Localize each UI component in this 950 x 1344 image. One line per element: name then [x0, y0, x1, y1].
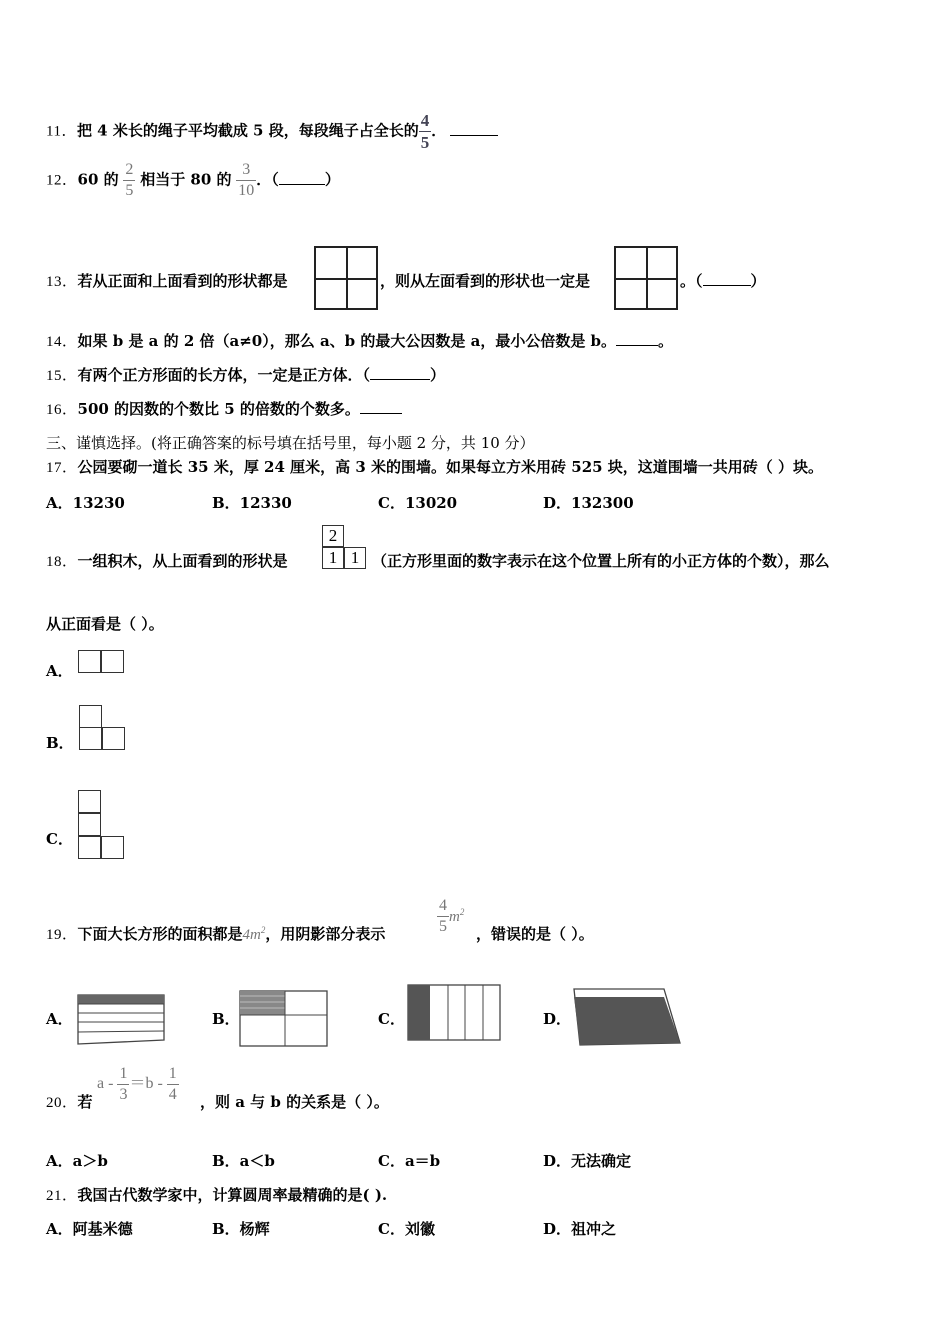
- answer-blank[interactable]: [450, 123, 498, 136]
- question-18: 18．一组积木，从上面看到的形状是: [46, 552, 288, 570]
- fraction: $\frac{3}{10}$: [238, 161, 255, 199]
- question-20: 20．若: [46, 1093, 93, 1111]
- option-b[interactable]: B．杨辉: [212, 1220, 270, 1238]
- fraction: $\frac{4}{5}$: [420, 111, 430, 152]
- option-c[interactable]: C．13020: [378, 494, 458, 512]
- option-a[interactable]: A．13230: [46, 494, 125, 512]
- question-14: 14．如果 b 是 a 的 2 倍（a≠0），那么 a、b 的最大公因数是 a，最小公倍数是 b。 。: [46, 332, 674, 350]
- option-a[interactable]: A．a＞b: [46, 1152, 108, 1170]
- option-c[interactable]: C．: [378, 1010, 405, 1028]
- question-12: 12．60 的 $\frac{2}{5}$ 相当于 80 的 $\frac{3}{10}$ ．（ ）: [46, 161, 340, 199]
- option-d[interactable]: D．无法确定: [543, 1152, 632, 1170]
- option-d-figure: [570, 985, 686, 1049]
- question-16: 16．500 的因数的个数比 5 的倍数的个数多。: [46, 398, 402, 419]
- question-18-cont: （正方形里面的数字表示在这个位置上所有的小正方体的个数），那么: [372, 552, 830, 570]
- answer-blank[interactable]: [616, 333, 658, 346]
- front-top-view-figure: [314, 246, 378, 310]
- question-19-cont: ，错误的是（ ）。: [476, 925, 594, 943]
- answer-blank[interactable]: [703, 273, 751, 286]
- option-d[interactable]: D．祖冲之: [543, 1220, 617, 1238]
- question-18-line2: 从正面看是（ ）。: [46, 615, 164, 633]
- area-value: $4m^2$: [242, 925, 266, 943]
- answer-blank[interactable]: [360, 401, 402, 414]
- answer-blank[interactable]: [370, 367, 430, 380]
- option-b[interactable]: B．12330: [212, 494, 292, 512]
- question-20-cont: ，则 a 与 b 的关系是（ ）。: [200, 1093, 389, 1111]
- question-19: 19．下面大长方形的面积都是$4m^2$，用阴影部分表示: [46, 925, 386, 943]
- option-c[interactable]: C．a＝b: [378, 1152, 441, 1170]
- option-c[interactable]: C．刘徽: [378, 1220, 435, 1238]
- option-d[interactable]: D．: [543, 1010, 572, 1028]
- question-17: 17．公园要砌一道长 35 米，厚 24 厘米，高 3 米的围墙。如果每立方米用砖 525 块，这道围墙一共用砖（ ）块。: [46, 458, 824, 476]
- option-a[interactable]: A．: [46, 1010, 73, 1028]
- option-b[interactable]: B．: [212, 1010, 240, 1028]
- question-13-cont: ，则从左面看到的形状也一定是: [380, 272, 591, 290]
- option-a-figure: [74, 992, 168, 1048]
- question-text: 把 4 米长的绳子平均截成 5 段，每段绳子占全长的: [76, 121, 419, 140]
- answer-blank[interactable]: [279, 172, 325, 185]
- option-d[interactable]: D．132300: [543, 494, 634, 512]
- option-a[interactable]: A．: [46, 662, 73, 680]
- fraction: $\frac{4}{5}$ $m^2$: [439, 897, 465, 935]
- option-b-figure: [237, 988, 331, 1050]
- section-title: 三、谨慎选择。(将正确答案的标号填在括号里，每小题 2 分，共 10 分）: [46, 434, 535, 452]
- equation: a - $\frac{1}{3}$ ＝b - $\frac{1}{4}$: [97, 1065, 177, 1103]
- option-c[interactable]: C．: [46, 830, 73, 848]
- unit: $m^2$: [449, 907, 465, 925]
- option-c-figure: [405, 982, 505, 1044]
- question-11: 11．把 4 米长的绳子平均截成 5 段，每段绳子占全长的 $\frac{4}{5}$ ．: [46, 112, 498, 151]
- left-view-figure: [614, 246, 678, 310]
- question-13: 13．若从正面和上面看到的形状都是: [46, 272, 288, 290]
- question-15: 15．有两个正方形面的长方体，一定是正方体．（ ）: [46, 366, 446, 384]
- option-a[interactable]: A．阿基米德: [46, 1220, 133, 1238]
- option-b[interactable]: B．a＜b: [212, 1152, 275, 1170]
- question-21: 21．我国古代数学家中，计算圆周率最精确的是( ).: [46, 1186, 388, 1204]
- question-13-tail: 。（ ）: [680, 272, 766, 290]
- option-b[interactable]: B．: [46, 734, 74, 752]
- fraction: $\frac{2}{5}$: [125, 161, 134, 199]
